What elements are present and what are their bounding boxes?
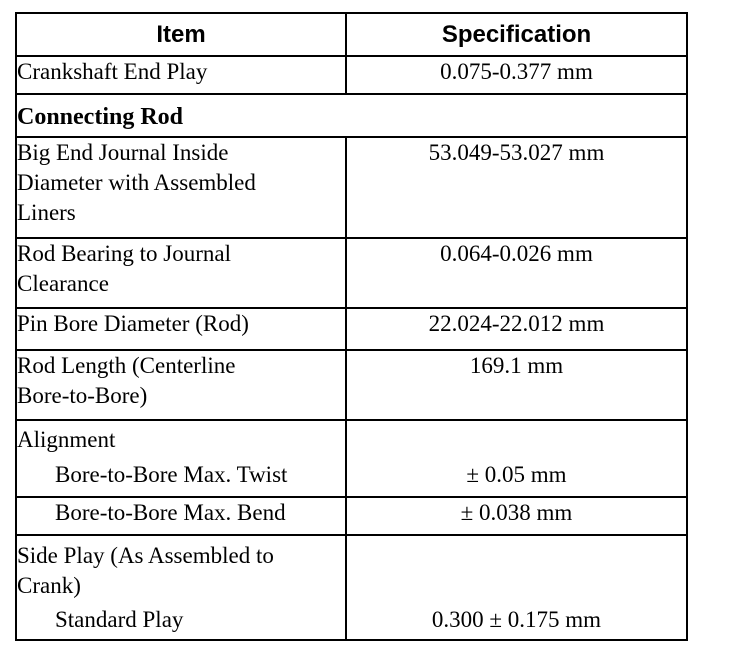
table-row <box>16 535 687 640</box>
table-row <box>16 497 687 535</box>
table-row <box>16 420 687 497</box>
row-spec-standard-play: 0.300 ± 0.175 mm <box>346 535 687 640</box>
row-item-rod-bearing-clearance: Rod Bearing to Journal Clearance <box>16 238 346 308</box>
table-row <box>16 308 687 350</box>
table-header-row <box>16 13 687 56</box>
row-item-max-twist: Bore-to-Bore Max. Twist <box>55 462 288 487</box>
section-heading-connecting-rod: Connecting Rod <box>16 94 687 137</box>
header-item: Item <box>16 13 346 56</box>
row-spec-crankshaft-end-play: 0.075-0.377 mm <box>346 56 687 94</box>
row-spec-max-twist: ± 0.05 mm <box>346 420 687 497</box>
table-row <box>16 238 687 308</box>
row-spec-pin-bore-diameter: 22.024-22.012 mm <box>346 308 687 350</box>
table-row <box>16 137 687 238</box>
row-spec-rod-length: 169.1 mm <box>346 350 687 420</box>
row-spec-big-end-journal: 53.049-53.027 mm <box>346 137 687 238</box>
specification-table <box>15 12 688 641</box>
section-row <box>16 94 687 137</box>
table-row <box>16 56 687 94</box>
header-specification: Specification <box>346 13 687 56</box>
row-item-alignment: Alignment Bore-to-Bore Max. Twist <box>16 420 346 497</box>
row-item-side-play: Side Play (As Assembled to Crank) Standard Play <box>16 535 346 640</box>
row-item-rod-length: Rod Length (Centerline Bore-to-Bore) <box>16 350 346 420</box>
row-spec-max-bend: ± 0.038 mm <box>346 497 687 535</box>
row-item-crankshaft-end-play: Crankshaft End Play <box>16 56 346 94</box>
row-item-big-end-journal: Big End Journal Inside Diameter with Assembled Liners <box>16 137 346 238</box>
row-item-pin-bore-diameter: Pin Bore Diameter (Rod) <box>16 308 346 350</box>
row-item-standard-play: Standard Play <box>55 607 184 632</box>
row-item-max-bend: Bore-to-Bore Max. Bend <box>16 497 346 535</box>
row-spec-rod-bearing-clearance: 0.064-0.026 mm <box>346 238 687 308</box>
table-row <box>16 350 687 420</box>
